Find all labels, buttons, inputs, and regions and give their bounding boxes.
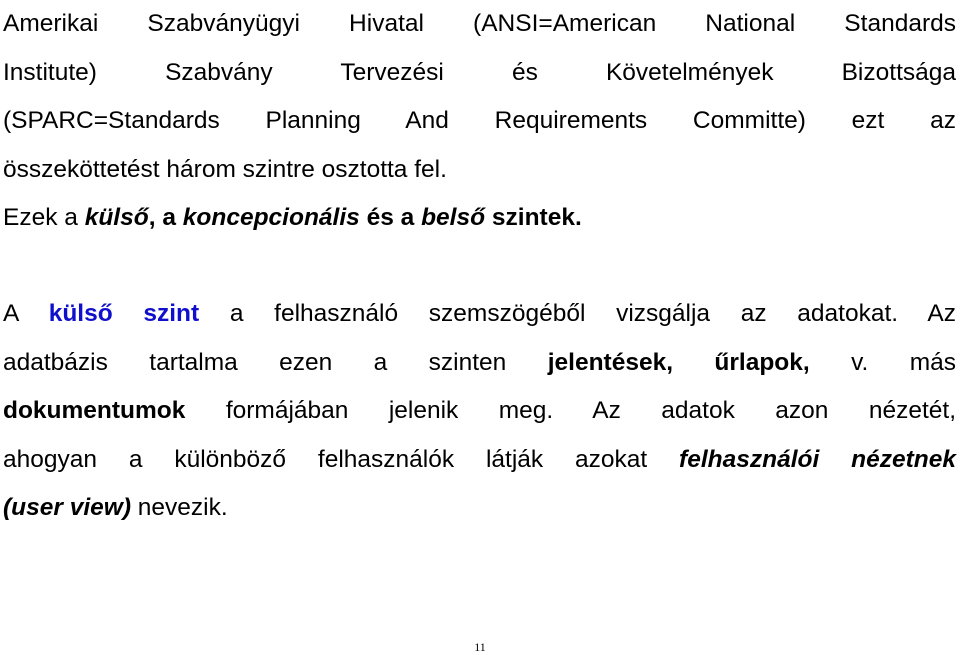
ext-line-1-rest: a felhasználó szemszögéből vizsgálja az adatokat. Az <box>229 300 956 327</box>
ext-a: A <box>3 300 18 327</box>
ext-line-2-end: v. más <box>851 348 956 376</box>
intro-paragraph <box>3 0 956 243</box>
levels-sentence <box>3 194 956 243</box>
ext-line-5 <box>3 484 956 533</box>
ext-line-2 <box>3 339 956 388</box>
term-external-level: külső szint <box>48 300 200 327</box>
term-user-views: felhasználói nézetnek <box>679 445 956 473</box>
levels-prefix: Ezek a <box>3 204 85 231</box>
levels-sep-2: és a <box>359 204 422 231</box>
intro-line-2: Institute) Szabvány Tervezési és Követelmények Bizottsága <box>3 58 956 86</box>
external-level-paragraph <box>3 290 956 533</box>
ext-line-1 <box>3 290 956 339</box>
term-documents: dokumentumok <box>3 397 186 424</box>
intro-line-3: (SPARC=Standards Planning And Requirements Committe) ezt az <box>3 107 956 134</box>
ext-line-5-end: nevezik. <box>131 494 228 521</box>
term-internal: belső <box>421 204 486 231</box>
term-user-view: (user view) <box>3 494 131 521</box>
ext-line-3 <box>3 387 956 436</box>
intro-line-4: összeköttetést három szintre osztotta fel. <box>3 155 447 183</box>
term-conceptual: koncepcionális <box>182 204 360 231</box>
term-external: külső <box>84 204 149 231</box>
levels-sep-1: , a <box>148 204 183 231</box>
ext-line-4 <box>3 436 956 485</box>
ext-line-4-start: ahogyan a különböző felhasználók látják azokat <box>3 445 648 473</box>
intro-line-1: Amerikai Szabványügyi Hivatal (ANSI=American National Standards <box>3 10 956 37</box>
levels-suffix: szintek. <box>485 204 582 231</box>
page-number: 11 <box>474 640 486 654</box>
term-reports-forms: jelentések, űrlapok, <box>547 348 810 376</box>
ext-line-3-rest: formájában jelenik meg. Az adatok azon nézetét, <box>225 397 957 424</box>
ext-line-2-start: adatbázis tartalma ezen a szinten <box>3 348 507 376</box>
